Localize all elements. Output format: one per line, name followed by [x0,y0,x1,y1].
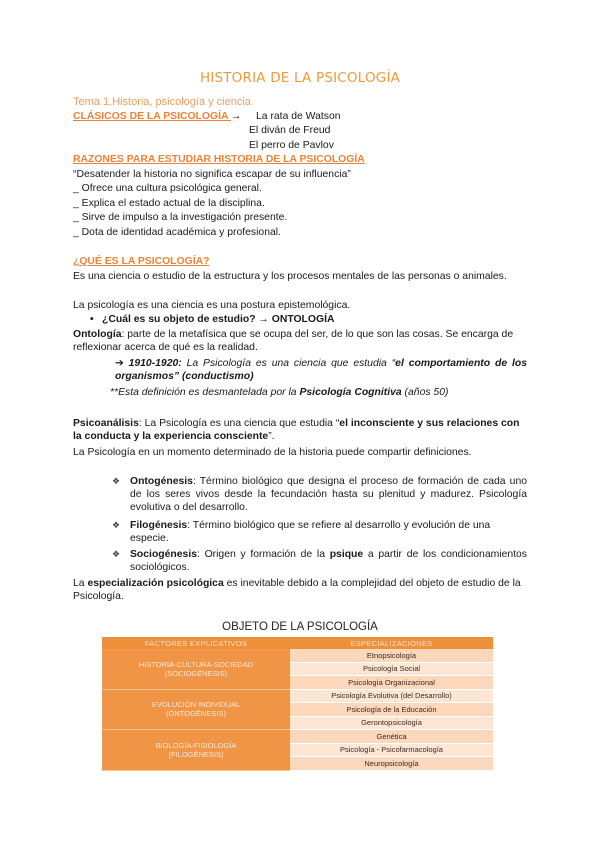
table-header-factors: FACTORES EXPLICATIVOS [102,637,290,649]
note-pre: **Esta definición es desmantelada por la [110,387,300,398]
note-bold: Psicología Cognitiva [299,387,402,398]
genesis-text: : Término biológico que designa el proceso de formación de cada uno de los seres vivos desde la fecundación hasta su plenitud y madurez. Psicología evolutiva o del desarrollo. [130,476,527,513]
psychoanalysis-paragraph [73,417,527,443]
document-title: HISTORIA DE LA PSICOLOGÍA [199,70,401,86]
epistemology-paragraph: La psicología es una ciencia es una postura epistemológica. [73,300,351,311]
genesis-term: Ontogénesis [130,476,193,487]
reason-item: _ Explica el estado actual de la disciplina. [73,198,265,209]
cognitive-note [110,386,448,399]
conductism-bold: el comportamiento de los organismos” (conductismo) [115,358,527,382]
conductism-item [115,357,527,383]
table-row [102,730,493,744]
reasons-quote: “Desatender la historia no significa escapar de su influencia” [73,169,351,180]
classics-item: El perro de Pavlov [249,140,334,151]
table-row [102,689,493,703]
shared-definitions: La Psicología en un momento determinado de la historia puede compartir definiciones. [73,447,472,458]
ontology-text: : parte de la metafísica que se ocupa del ser, de lo que son las cosas. Se encarga de reflexionar acerca de qué es la realidad. [73,329,514,353]
note-post: (años 50) [401,387,449,398]
factor-line: HISTORIA-CULTURA-SOCIEDAD [138,659,254,669]
genesis-text-2: a partir de los condicionamientos sociológicos. [130,549,527,573]
classics-heading: CLÁSICOS DE LA PSICOLOGÍA [73,111,231,122]
spec-bold: especialización psicológica [87,578,224,589]
factor-line: EVOLUCIÓN INDIVIDUAL [151,700,241,710]
spec-cell: Etnopsicología [290,649,493,662]
spec-cell: Psicología de la Educación [290,703,493,717]
spec-post: es inevitable debido a la complejidad del objeto de estudio de la Psicología. [73,578,521,602]
reason-item: _ Sirve de impulso a la investigación presente. [73,212,288,223]
psychoanalysis-term: Psicoanálisis [73,418,139,429]
ontology-term: Ontología [73,329,122,340]
spec-cell: Neuropsicología [290,757,493,771]
factor-line: (SOCIOGÉNESIS) [164,668,228,678]
reason-item: _ Ofrece una cultura psicológica general. [73,183,262,194]
object-question-text: ¿Cuál es su objeto de estudio? → ONTOLOGÍA [102,314,335,325]
factor-line: BIOLOGÍA-FISIOLOGÍA [155,740,237,750]
reasons-heading: RAZONES PARA ESTUDIAR HISTORIA DE LA PSICOLOGÍA [73,154,365,165]
psychoanalysis-text: : La Psicología es una ciencia que estudia “ [138,418,340,429]
table-row [102,649,493,662]
classics-item: La rata de Watson [256,111,341,122]
conductism-text: La Psicología es una ciencia que estudia “ [181,358,396,369]
ontology-definition [73,328,527,354]
genesis-item [130,548,527,574]
bullet-icon: • [90,314,94,325]
spec-cell: Psicología - Psicofarmacología [290,743,493,757]
factor-line: (FILOGÉNESIS) [168,749,224,759]
genesis-term: Sociogénesis [130,549,197,560]
specialization-paragraph [73,577,527,603]
psychoanalysis-end: ”. [268,431,275,442]
classics-item: El diván de Freud [249,125,331,136]
genesis-text: : Origen y formación de la [197,549,330,560]
table-header-specializations: ESPECIALIZACIONES [290,637,493,649]
que-es-heading: ¿QUÉ ES LA PSICOLOGÍA? [73,256,210,267]
spec-cell: Psicología Organizacional [290,676,493,690]
topic-subtitle: Tema 1.Historia, psicología y ciencia [73,96,251,108]
psique-term: psique [329,549,364,560]
spec-cell: Genética [290,730,493,744]
genesis-item [130,475,527,514]
classics-line [73,110,241,123]
object-question [90,313,334,326]
conductism-years: 1910-1920: [128,358,182,369]
arrow-glyph: → [231,111,242,122]
genesis-text: : Término biológico que se refiere al desarrollo y evolución de una especie. [130,520,491,544]
factor-cell [102,689,290,730]
genesis-item [130,519,527,545]
spec-cell: Psicología Evolutiva (del Desarrollo) [290,689,493,703]
objeto-table [102,637,493,771]
genesis-term: Filogénesis [130,520,188,531]
diamond-bullet-icon: ❖ [112,549,121,559]
factor-cell [102,730,290,771]
spec-cell: Gerontopsicología [290,716,493,730]
table-header-row [102,637,493,649]
diamond-bullet-icon: ❖ [112,476,121,486]
spec-pre: La [73,578,88,589]
definition-paragraph: Es una ciencia o estudio de la estructura y los procesos mentales de las personas o animales. [73,271,507,282]
factor-cell [102,649,290,689]
diamond-bullet-icon: ❖ [112,520,121,530]
factor-line: (ONTOGÉNESIS) [166,709,226,719]
psychoanalysis-bold: el inconsciente y sus relaciones con la conducta y la experiencia consciente [73,418,520,442]
table-title: OBJETO DE LA PSICOLOGÍA [222,621,378,633]
reason-item: _ Dota de identidad académica y profesional. [73,227,281,238]
spec-cell: Psicología Social [290,662,493,676]
arrow-right-icon: ➔ [115,358,129,369]
